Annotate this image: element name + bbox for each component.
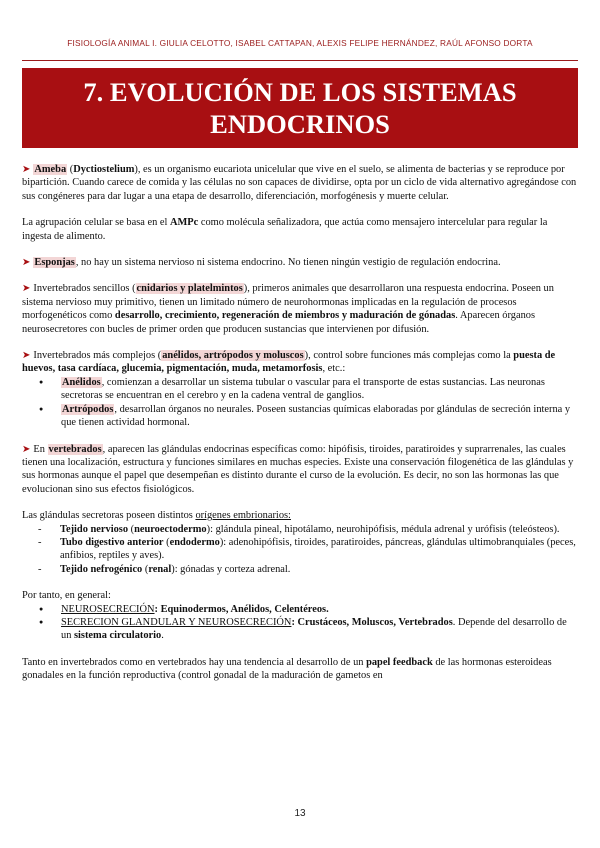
text-run: , desarrollan órganos no neurales. Poseen sustancias químicas elaboradas por glándulas de secreción interna y que tienen actividad hormonal. bbox=[61, 403, 571, 429]
list-item bbox=[61, 616, 578, 643]
highlight-term: Anélidos bbox=[62, 376, 101, 388]
bullet-list-secrecion bbox=[22, 603, 578, 643]
text-run: . bbox=[161, 630, 164, 642]
arrow-bullet-icon: ➤ bbox=[22, 350, 31, 362]
text-run: ( bbox=[128, 523, 135, 535]
paragraph-invertebrados-complejos bbox=[22, 349, 578, 376]
bold-term: neuroectodermo bbox=[134, 523, 207, 535]
bullet-list-invertebrados bbox=[22, 376, 578, 430]
bold-term: sistema circulatorio bbox=[74, 630, 162, 642]
arrow-bullet-icon: ➤ bbox=[22, 164, 31, 175]
text-run: , etc.: bbox=[322, 363, 346, 375]
text-run: como molécula señalizadora, que actúa como mensajero intercelular para regular la ingesta de alimento. bbox=[22, 217, 548, 242]
highlight-term: Ameba bbox=[34, 164, 67, 175]
text-run: . bbox=[326, 603, 329, 615]
chapter-title-banner bbox=[22, 68, 578, 148]
bold-term: desarrollo, crecimiento, regeneración de miembros y maduración de gónadas bbox=[114, 310, 456, 322]
paragraph-ampc bbox=[22, 216, 578, 243]
underlined-term: SECRECION GLANDULAR Y NEUROSECRECIÓN bbox=[61, 616, 292, 628]
page-number: 13 bbox=[294, 808, 306, 819]
text-run: : bbox=[291, 616, 298, 628]
underlined-term: orígenes embrionarios: bbox=[195, 510, 291, 522]
paragraph-vertebrados bbox=[22, 443, 578, 497]
text-run: ): glándula pineal, hipotálamo, neurohipófisis, médula adrenal y urófisis (teleósteos). bbox=[206, 523, 560, 535]
list-item bbox=[61, 376, 578, 403]
bold-term: Crustáceos, Moluscos, Vertebrados bbox=[297, 616, 453, 628]
paragraph-esponjas bbox=[22, 256, 578, 269]
arrow-bullet-icon: ➤ bbox=[22, 257, 31, 269]
bold-term: Tejido nefrogénico bbox=[60, 563, 143, 575]
text-run: ( bbox=[142, 563, 149, 575]
list-item bbox=[60, 536, 578, 563]
dash-list-origenes bbox=[22, 523, 578, 577]
text-run: ): adenohipófisis, tiroides, paratiroides, páncreas, glándulas ultimobranquiales (peces, anfibios, reptiles y aves). bbox=[60, 536, 576, 562]
bold-term: renal bbox=[148, 563, 172, 575]
highlight-term: cnidarios y platelmintos bbox=[136, 283, 243, 295]
highlight-term: Artrópodos bbox=[62, 403, 114, 415]
text-run: . Depende del desarrollo de un bbox=[61, 616, 567, 642]
text-run: ), control sobre funciones más complejas como la bbox=[304, 350, 514, 362]
text-run: En bbox=[33, 443, 48, 455]
chapter-title-line-1: 7. EVOLUCIÓN DE LOS SISTEMAS bbox=[83, 77, 517, 107]
running-header: FISIOLOGÍA ANIMAL I. GIULIA CELOTTO, ISABEL CATTAPAN, ALEXIS FELIPE HERNÁNDEZ, RAÚL AFONSO DORTA bbox=[67, 38, 533, 48]
list-item bbox=[60, 523, 578, 536]
bold-term: Tubo digestivo anterior bbox=[60, 536, 164, 548]
text-run: . Aparecen órganos neurosecretores con bucles de primer orden que producen sustancias que intervienen por difusión. bbox=[22, 310, 536, 335]
paragraph-por-tanto bbox=[22, 589, 578, 602]
bold-term: Dyctiostelium bbox=[73, 164, 135, 175]
bold-term: puesta de huevos, tasa cardíaca, glucemia, pigmentación, muda, metamorfosis bbox=[22, 350, 556, 375]
text-run: ): gónadas y corteza adrenal. bbox=[171, 563, 291, 575]
chapter-title-line-2: ENDOCRINOS bbox=[210, 109, 390, 139]
text-run: , aparecen las glándulas endocrinas específicas como: hipófisis, tiroides, paratiroides y suprarrenales, las cuales tienen una localización, estructura y funciones similares en muchas especies. Existe una conservación filogenética de las glándulas y sus hormonas aunque el papel que desempeñan es distinto durante el curso de la evolución. Es decir, no son las hormonas las que evolucionan sino sus efectos fisiológicos. bbox=[22, 443, 574, 495]
list-item bbox=[61, 603, 578, 616]
list-item bbox=[61, 403, 578, 430]
text-run: Tanto en invertebrados como en vertebrados hay una tendencia al desarrollo de un bbox=[22, 656, 367, 668]
text-run: ( bbox=[67, 164, 74, 175]
bold-term: Equinodermos, Anélidos, Celentéreos bbox=[160, 603, 327, 615]
paragraph-origenes bbox=[22, 509, 578, 522]
list-item bbox=[60, 563, 578, 576]
text-run: Las glándulas secretoras poseen distintos bbox=[22, 510, 196, 522]
text-run: , comienzan a desarrollar un sistema tubular o vascular para el transporte de estas sustancias. Las neuronas secretoras se encuentran en el cerebro y en la cadena ventral de ganglios. bbox=[61, 376, 545, 402]
text-run: ), es un organismo eucariota unicelular que vive en el suelo, se alimenta de bacterias y se reproduce por bipartición. Cuando carece de comida y las células no son capaces de dividirse, opta por un ciclo de vida alternativo agregándose con sus congéneres para dar lugar a una etapa de desarrollo, diferenciación, morfogénesis y muerte celular. bbox=[22, 164, 577, 202]
paragraph-invertebrados-sencillos bbox=[22, 282, 578, 336]
text-run: de las hormonas esteroideas gonadales en la función reproductiva (control gonadal de la maduración de gametos en bbox=[22, 656, 552, 682]
underlined-term: NEUROSECRECIÓN bbox=[61, 603, 155, 615]
bold-term: endodermo bbox=[169, 536, 220, 548]
bold-term: AMPc bbox=[170, 217, 199, 229]
highlight-term: anélidos, artrópodos y moluscos bbox=[162, 350, 304, 362]
highlight-term: Esponjas bbox=[34, 257, 75, 269]
text-run: : bbox=[154, 603, 161, 615]
highlight-term: vertebrados bbox=[48, 443, 102, 455]
text-run: La agrupación celular se basa en el bbox=[22, 217, 170, 229]
paragraph-feedback bbox=[22, 656, 578, 683]
arrow-bullet-icon: ➤ bbox=[22, 443, 31, 455]
text-run: ( bbox=[163, 536, 170, 548]
text-run: Por tanto, en general: bbox=[22, 590, 111, 602]
header-divider bbox=[22, 60, 578, 61]
page-body bbox=[22, 163, 578, 696]
arrow-bullet-icon: ➤ bbox=[22, 283, 31, 295]
text-run: Invertebrados sencillos ( bbox=[33, 283, 136, 295]
bold-term: papel feedback bbox=[366, 656, 433, 668]
bold-term: Tejido nervioso bbox=[60, 523, 129, 535]
paragraph-ameba bbox=[22, 163, 578, 203]
text-run: , no hay un sistema nervioso ni sistema endocrino. No tienen ningún vestigio de regulación endocrina. bbox=[75, 257, 501, 269]
text-run: ), primeros animales que desarrollaron una respuesta endocrina. Poseen un sistema nervioso muy primitivo, tienen un limitado número de neurohormonas implicadas en la regulación de procesos morfogenéticos como bbox=[22, 283, 554, 322]
text-run: Invertebrados más complejos ( bbox=[33, 350, 162, 362]
